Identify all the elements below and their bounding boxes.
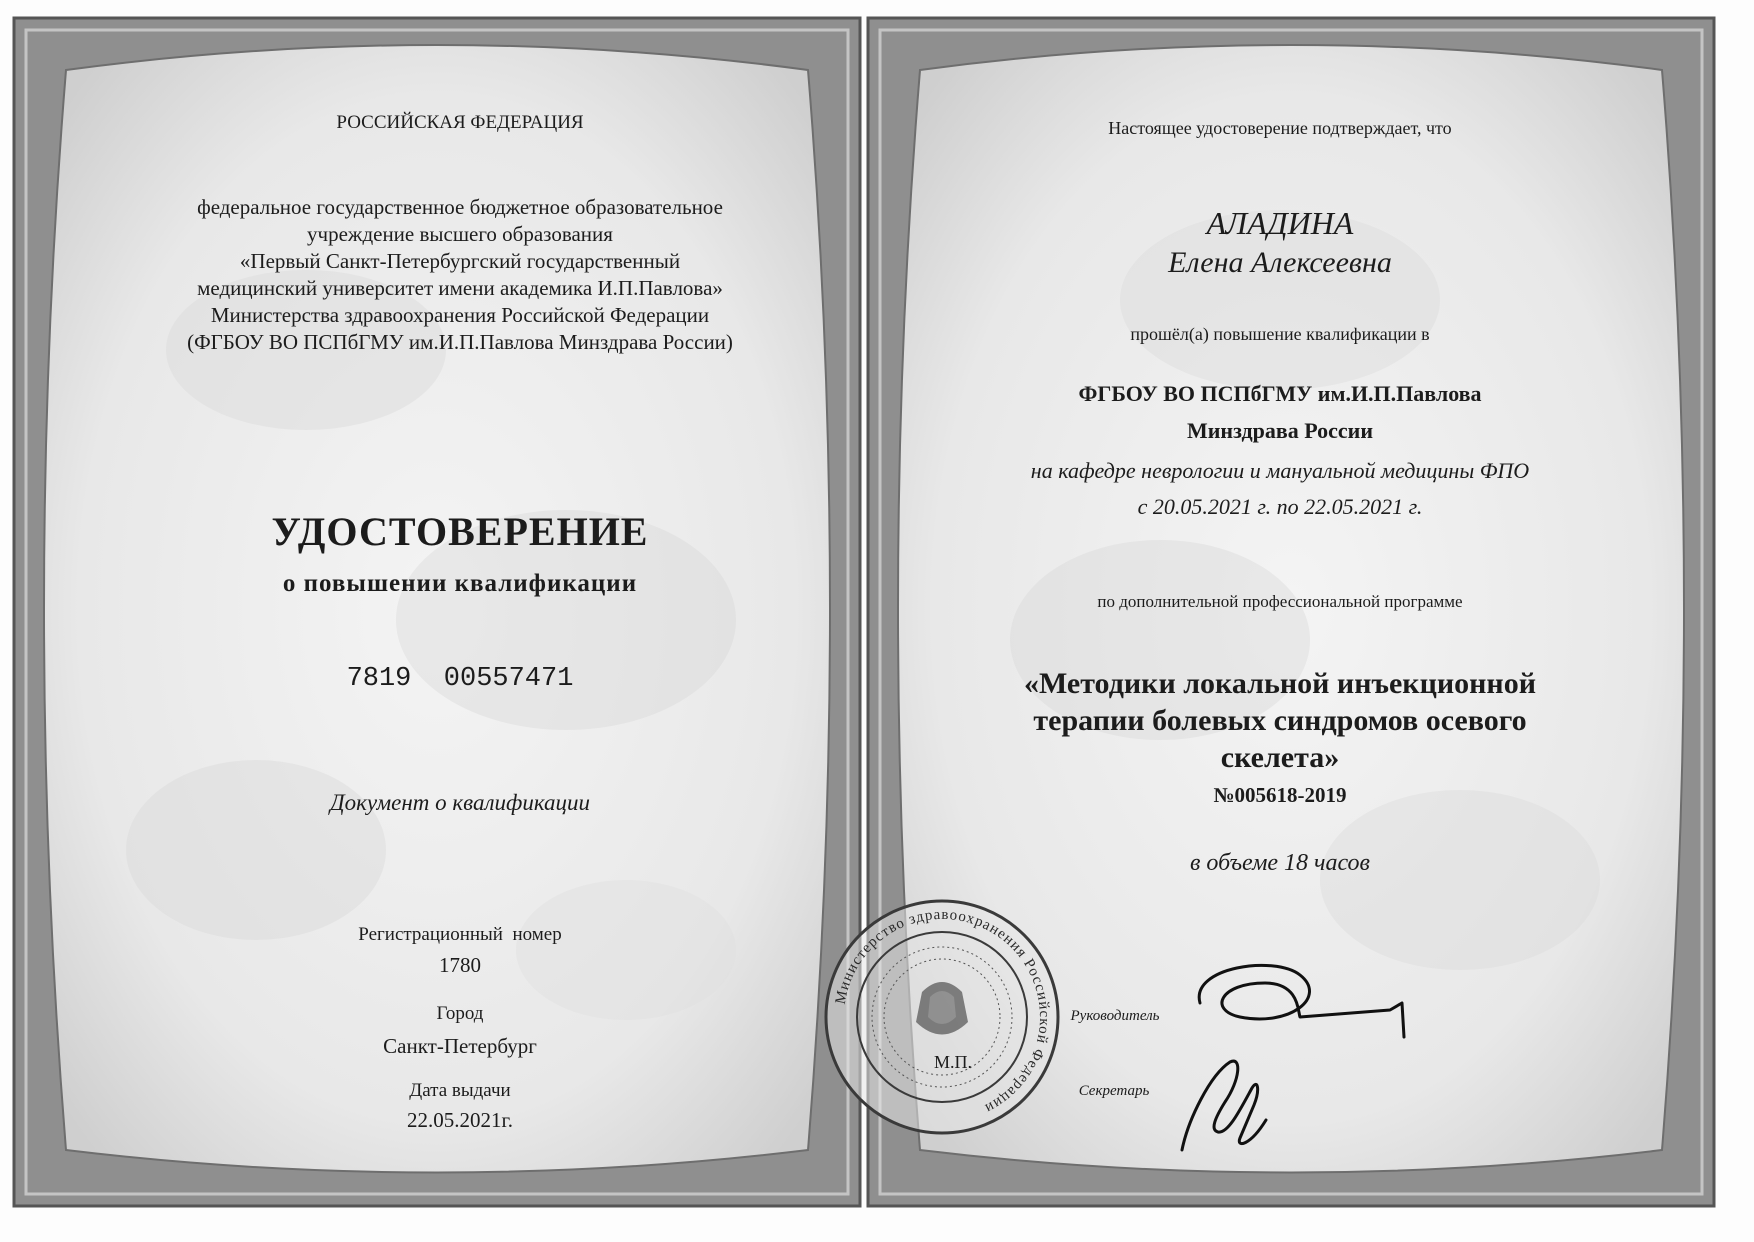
registration-number: 1780 — [439, 953, 481, 977]
left-page-frame — [6, 0, 868, 1215]
registration-label: Регистрационный номер — [358, 924, 562, 945]
seal-ring-text: Министерство здравоохранения Российской Федерации — [832, 906, 1053, 1117]
institution-line: медицинский университет имени академика И.П.Павлова» — [197, 276, 723, 300]
department: на кафедре неврологии и мануальной медицины ФПО — [1030, 458, 1530, 483]
document-number: 7819 00557471 — [346, 664, 574, 694]
organization-line-2: Минздрава России — [1186, 418, 1374, 443]
institution-line: учреждение высшего образования — [307, 222, 613, 246]
document-subtitle: о повышении квалификации — [282, 570, 638, 597]
institution-block — [140, 194, 780, 356]
holder-given-names: Елена Алексеевна — [1168, 246, 1392, 279]
institution-line: федеральное государственное бюджетное образовательное — [197, 195, 723, 219]
confirmation-text: Настоящее удостоверение подтверждает, что — [1108, 118, 1452, 138]
passed-text: прошёл(а) повышение квалификации в — [1130, 324, 1430, 344]
issue-date: 22.05.2021г. — [407, 1108, 513, 1132]
program-number: №005618-2019 — [1213, 783, 1347, 807]
country-name: РОССИЙСКАЯ ФЕДЕРАЦИЯ — [336, 112, 584, 133]
left-frame-ornament — [6, 0, 868, 1215]
secretary-signature — [1170, 1050, 1280, 1160]
city-name: Санкт-Петербург — [383, 1034, 537, 1058]
program-title-line: терапии болевых синдромов осевого — [1033, 704, 1527, 737]
city-label: Город — [436, 1003, 484, 1024]
document-title: УДОСТОВЕРЕНИЕ — [271, 509, 649, 554]
secretary-label: Секретарь — [1078, 1083, 1150, 1099]
program-title-line: «Методики локальной инъекционной — [1023, 667, 1537, 700]
program-title-line: скелета» — [1220, 741, 1340, 774]
institution-line: Министерства здравоохранения Российской Федерации — [210, 303, 710, 327]
head-signature — [1180, 955, 1425, 1055]
training-volume: в объеме 18 часов — [1190, 850, 1370, 876]
holder-surname: АЛАДИНА — [1206, 205, 1354, 241]
institution-line: «Первый Санкт-Петербургский государственный — [239, 249, 681, 273]
seal-place-label: М.П. — [933, 1052, 972, 1072]
issue-date-label: Дата выдачи — [409, 1080, 511, 1101]
institution-line: (ФГБОУ ВО ПСПбГМУ им.И.П.Павлова Минздрава России) — [187, 330, 733, 354]
official-seal — [822, 897, 1062, 1137]
document-type: Документ о квалификации — [329, 790, 591, 815]
training-period: с 20.05.2021 г. по 22.05.2021 г. — [1137, 494, 1423, 519]
head-label: Руководитель — [1070, 1008, 1160, 1024]
program-title — [940, 665, 1620, 776]
organization-line-1: ФГБОУ ВО ПСПбГМУ им.И.П.Павлова — [1078, 381, 1482, 406]
program-label: по дополнительной профессиональной программе — [1097, 592, 1463, 611]
